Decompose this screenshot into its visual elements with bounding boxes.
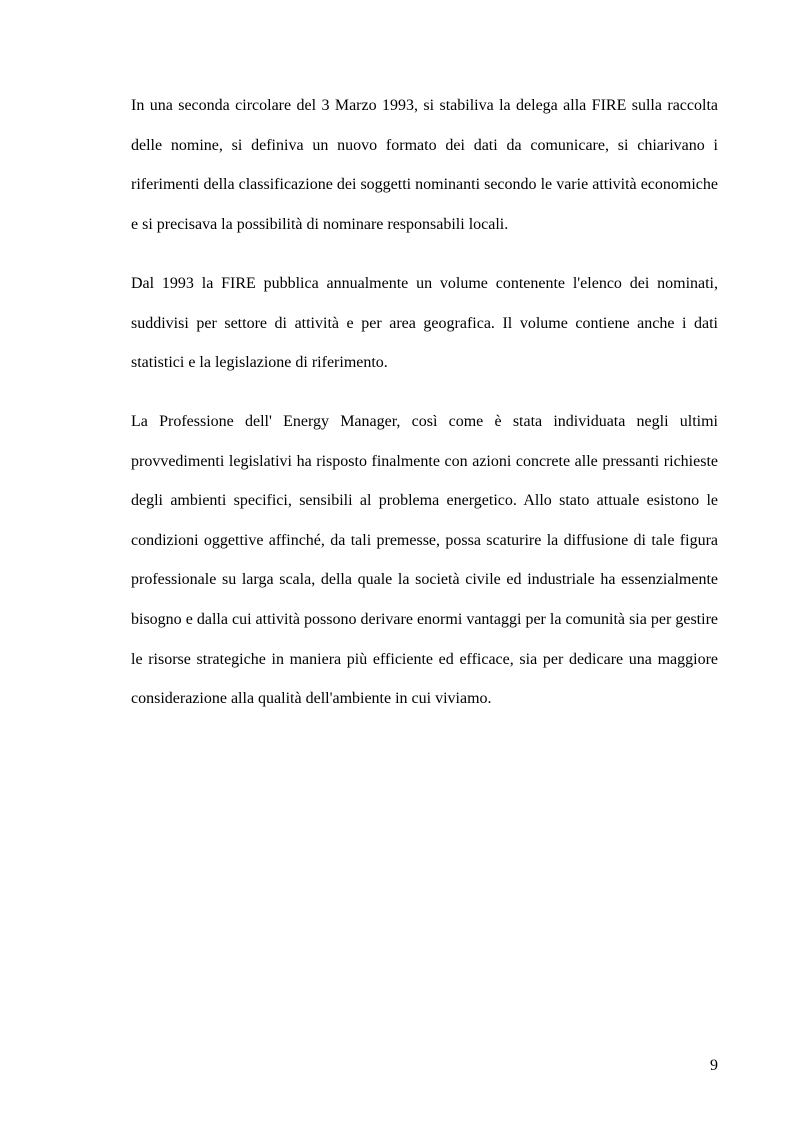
paragraph-fire-delegation: In una seconda circolare del 3 Marzo 1993, si stabiliva la delega alla FIRE sulla raccolta delle nomine, si definiva un nuovo formato dei dati da comunicare, si chiarivano i riferimenti della classificazione dei soggetti nominanti secondo le varie attività economiche e si precisava la possibilità di nominare responsabili locali. <box>131 97 718 233</box>
paragraph-annual-volume: Dal 1993 la FIRE pubblica annualmente un volume contenente l'elenco dei nominati, suddivisi per settore di attività e per area geografica. Il volume contiene anche i dati statistici e la legislazione di riferimento. <box>131 275 718 372</box>
page-number: 9 <box>710 1057 718 1074</box>
paragraph-energy-manager-profession: La Professione dell' Energy Manager, così come è stata individuata negli ultimi provvedimenti legislativi ha risposto finalmente con azioni concrete alle pressanti richieste degli ambienti specifici, sensibili al problema energetico. Allo stato attuale esistono le condizioni oggettive affinché, da tali premesse, possa scaturire la diffusione di tale figura professionale su larga scala, della quale la società civile ed industriale ha essenzialmente bisogno e dalla cui attività possono derivare enormi vantaggi per la comunità sia per gestire le risorse strategiche in maniera più efficiente ed efficace, sia per dedicare una maggiore considerazione alla qualità dell'ambiente in cui viviamo. <box>131 413 718 708</box>
